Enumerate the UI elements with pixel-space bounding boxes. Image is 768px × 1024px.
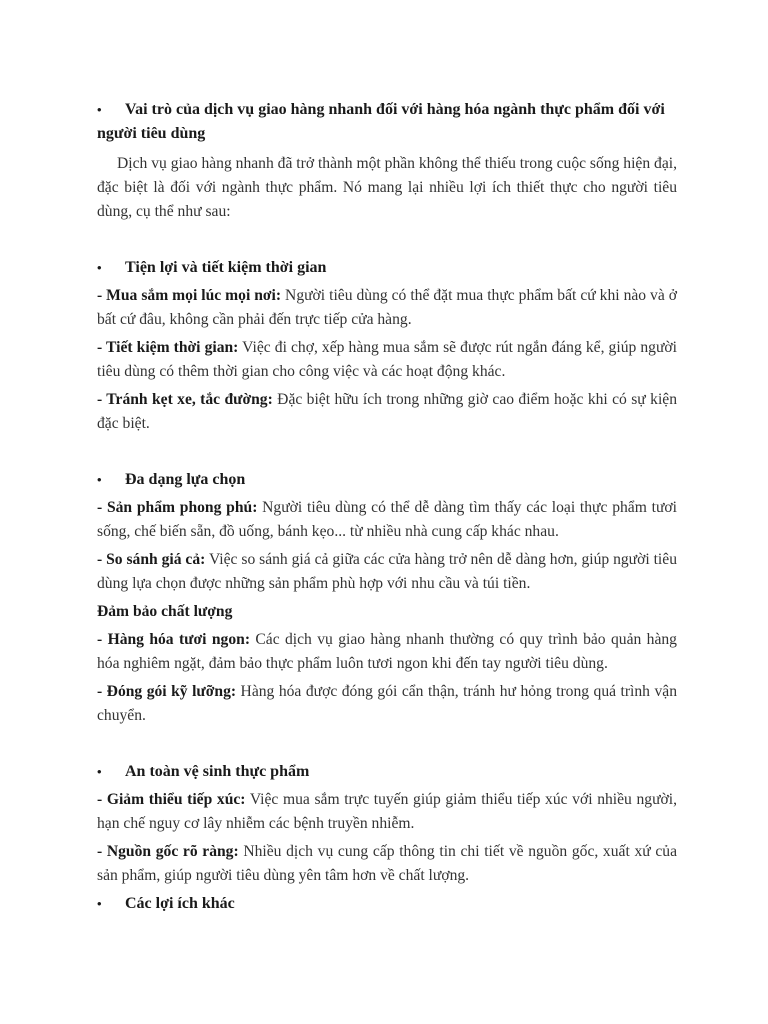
list-item — [97, 788, 677, 836]
item-text: Người tiêu dùng có thể dễ dàng tìm thấy các loại thực phẩm tươi sống, chế biến sẵn, đồ uống, bánh kẹo... từ nhiều nhà cung cấp khác nhau. — [97, 499, 677, 540]
section-heading-convenience — [97, 256, 677, 280]
item-text: Nhiều dịch vụ cung cấp thông tin chi tiết về nguồn gốc, xuất xứ của sản phẩm, giúp người tiêu dùng yên tâm hơn về chất lượng. — [97, 843, 678, 884]
item-label: - Sản phẩm phong phú: — [97, 499, 258, 516]
item-text: Hàng hóa được đóng gói cẩn thận, tránh hư hỏng trong quá trình vận chuyển. — [97, 683, 677, 724]
subheading-quality: Đảm bảo chất lượng — [97, 603, 233, 620]
item-text: Việc đi chợ, xếp hàng mua sắm sẽ được rút ngắn đáng kể, giúp người tiêu dùng có thêm thời gian cho công việc và các hoạt động khác. — [97, 339, 677, 380]
item-label: - So sánh giá cả: — [97, 551, 206, 568]
document-page — [97, 98, 677, 916]
item-label: - Mua sắm mọi lúc mọi nơi: — [97, 287, 282, 304]
intro-paragraph: Dịch vụ giao hàng nhanh đã trở thành một phần không thể thiếu trong cuộc sống hiện đại, đặc biệt là đối với ngành thực phẩm. Nó mang lại nhiều lợi ích thiết thực cho người tiêu dùng, cụ thể như sau: — [97, 155, 677, 220]
section-heading-other-benefits — [97, 892, 677, 916]
list-item — [97, 680, 677, 728]
bullet-icon: • — [97, 472, 102, 487]
list-item — [97, 388, 677, 436]
intro-heading-text: Vai trò của dịch vụ giao hàng nhanh đối với hàng hóa ngành thực phẩm đối với người tiêu dùng — [97, 101, 665, 142]
item-text: Đặc biệt hữu ích trong những giờ cao điểm hoặc khi có sự kiện đặc biệt. — [97, 391, 677, 432]
item-label: - Giảm thiểu tiếp xúc: — [97, 791, 246, 808]
section-heading-text: Các lợi ích khác — [125, 895, 235, 912]
item-text: Việc mua sắm trực tuyến giúp giảm thiểu tiếp xúc với nhiều người, hạn chế nguy cơ lây nhiễm các bệnh truyền nhiễm. — [97, 791, 677, 832]
item-label: - Nguồn gốc rõ ràng: — [97, 843, 239, 860]
intro-heading — [97, 98, 677, 146]
section-heading-variety — [97, 468, 677, 492]
bullet-icon: • — [97, 764, 102, 779]
bullet-icon: • — [97, 260, 102, 275]
list-item — [97, 284, 677, 332]
list-item — [97, 628, 677, 676]
section-heading-text: An toàn vệ sinh thực phẩm — [125, 763, 310, 780]
list-item — [97, 336, 677, 384]
item-text: Các dịch vụ giao hàng nhanh thường có quy trình bảo quản hàng hóa nghiêm ngặt, đảm bảo thực phẩm luôn tươi ngon khi đến tay người tiêu dùng. — [97, 631, 677, 672]
list-item — [97, 840, 677, 888]
section-heading-text: Tiện lợi và tiết kiệm thời gian — [125, 259, 327, 276]
list-item — [97, 548, 677, 596]
list-item — [97, 496, 677, 544]
item-label: - Đóng gói kỹ lưỡng: — [97, 683, 237, 700]
item-label: - Tránh kẹt xe, tắc đường: — [97, 391, 273, 408]
item-text: Việc so sánh giá cả giữa các cửa hàng trở nên dễ dàng hơn, giúp người tiêu dùng lựa chọn được những sản phẩm phù hợp với nhu cầu và túi tiền. — [97, 551, 677, 592]
bullet-icon: • — [97, 896, 102, 911]
bullet-icon: • — [97, 102, 102, 117]
section-heading-text: Đa dạng lựa chọn — [125, 471, 246, 488]
item-text: Người tiêu dùng có thể đặt mua thực phẩm bất cứ khi nào và ở bất cứ đâu, không cần phải đến trực tiếp cửa hàng. — [97, 287, 677, 328]
item-label: - Hàng hóa tươi ngon: — [97, 631, 251, 648]
item-label: - Tiết kiệm thời gian: — [97, 339, 239, 356]
section-heading-safety — [97, 760, 677, 784]
